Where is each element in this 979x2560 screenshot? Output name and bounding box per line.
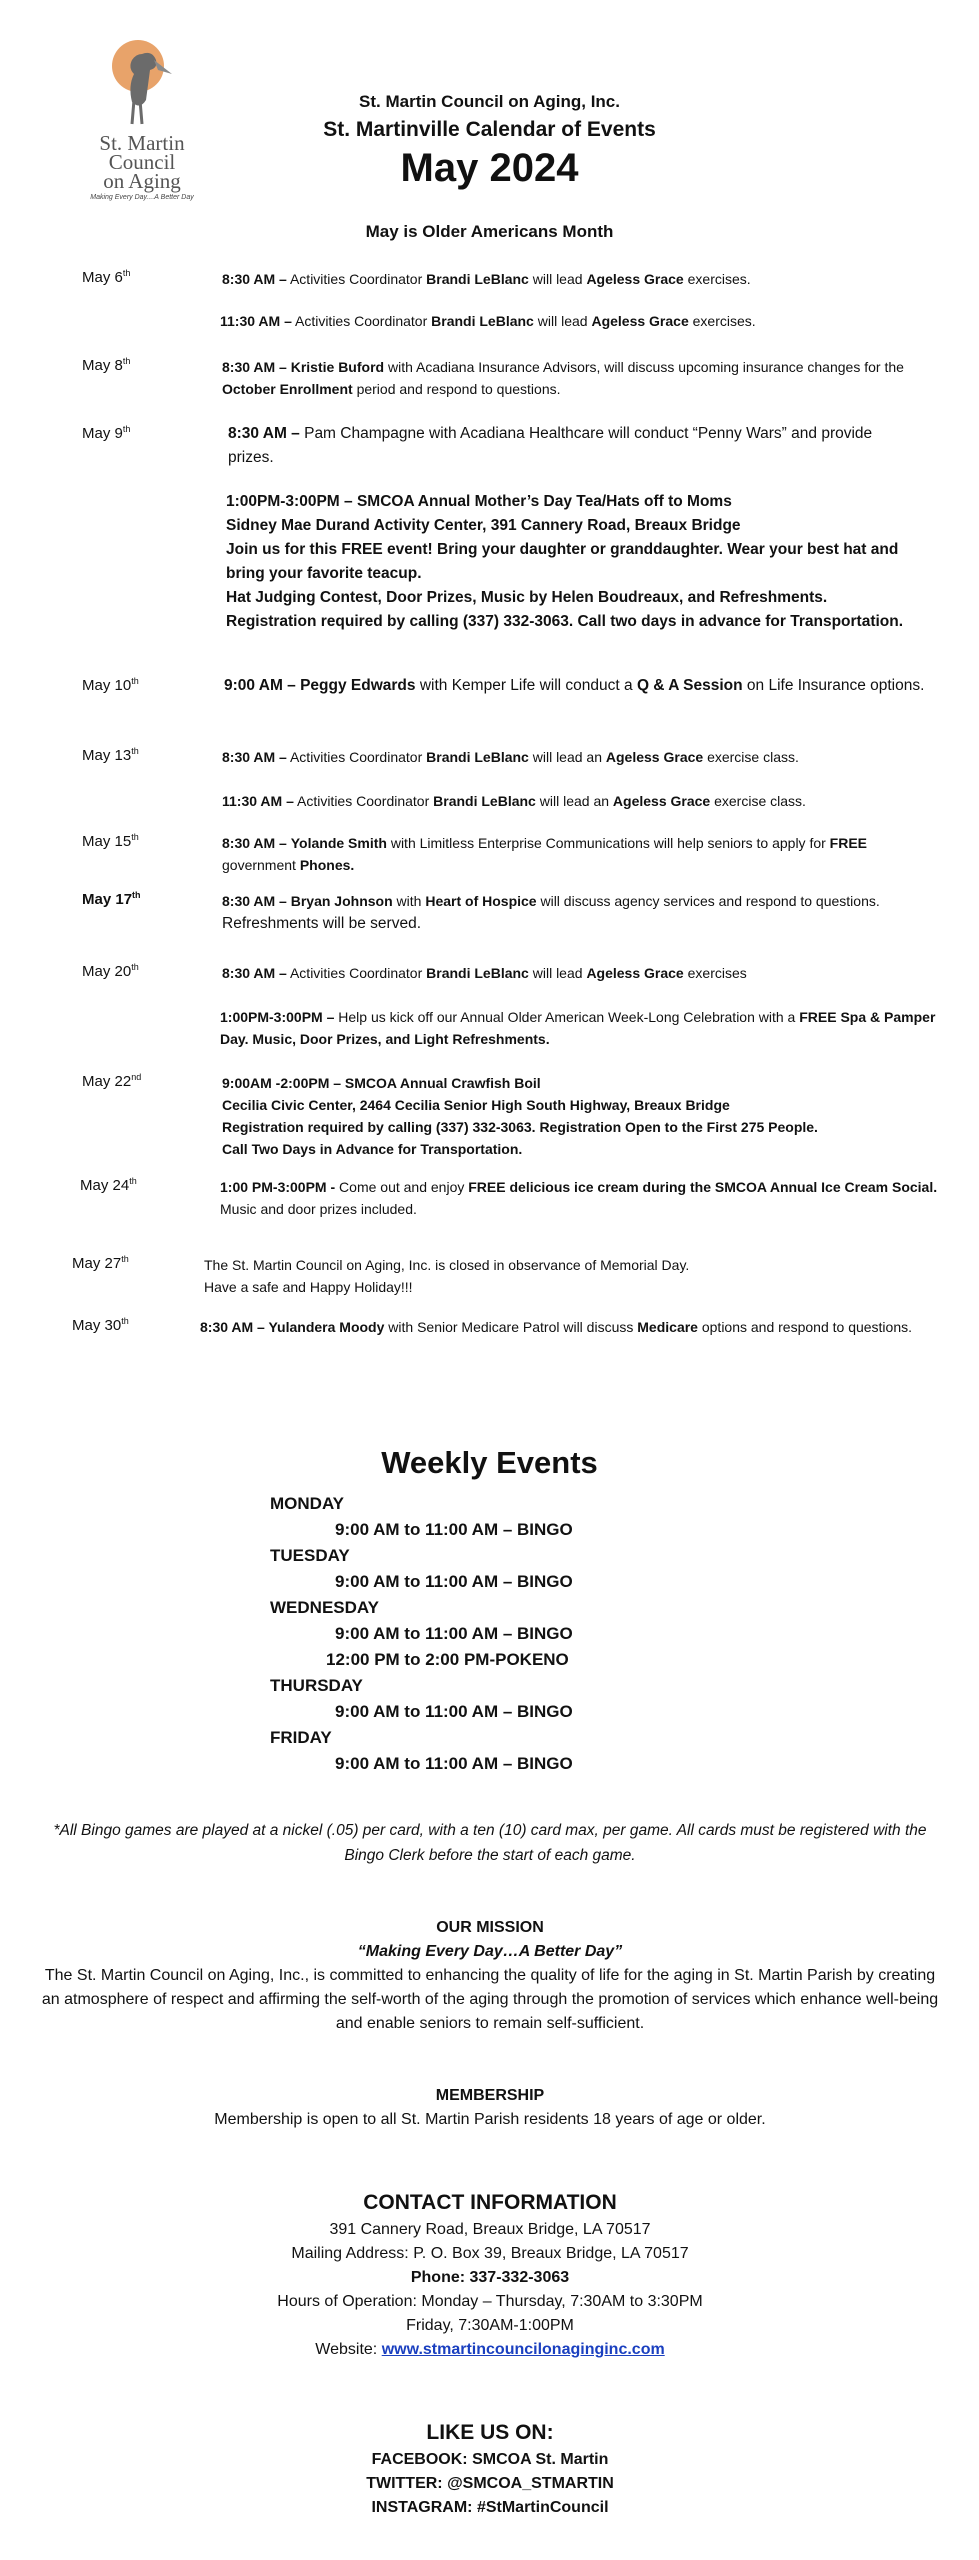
mission-title: OUR MISSION	[436, 1919, 544, 1936]
month-theme: May is Older Americans Month	[365, 222, 614, 241]
event-may-15-1: 8:30 AM – Yolande Smith with Limitless Enterprise Communications will help seniors to apply for FREE government Phones.	[222, 835, 868, 873]
bingo-rules-note: *All Bingo games are played at a nickel (.05) per card, with a ten (10) card max, per game. All cards must be registered with the Bingo Clerk before the start of each game.	[53, 1822, 927, 1864]
event-may-6-2: 11:30 AM – Activities Coordinator Brandi LeBlanc will lead Ageless Grace exercises.	[220, 313, 756, 329]
contact-address: 391 Cannery Road, Breaux Bridge, LA 70517	[329, 2221, 651, 2238]
contact-section	[40, 2188, 940, 2362]
calendar-title: St. Martinville Calendar of Events	[323, 118, 656, 141]
weekday-friday: FRIDAY	[270, 1728, 332, 1747]
date-may-20: May 20th	[82, 962, 139, 980]
date-may-10: May 10th	[82, 676, 139, 694]
event-may-24-1: 1:00 PM-3:00PM - Come out and enjoy FREE delicious ice cream during the SMCOA Annual Ice Cream Social. Music and door prizes included.	[220, 1179, 938, 1217]
weekday-thursday: THURSDAY	[270, 1676, 363, 1695]
date-may-24: May 24th	[80, 1176, 137, 1194]
event-may-27-1: The St. Martin Council on Aging, Inc. is closed in observance of Memorial Day. Have a safe and Happy Holiday!!!	[204, 1257, 690, 1295]
social-section	[40, 2418, 940, 2520]
event-may-6-1: 8:30 AM – Activities Coordinator Brandi LeBlanc will lead Ageless Grace exercises.	[222, 271, 751, 287]
event-may-9-1: 8:30 AM – Pam Champagne with Acadiana Healthcare will conduct “Penny Wars” and provide prizes.	[228, 425, 873, 466]
weekly-event-wednesday-1: 9:00 AM to 11:00 AM – BINGO	[335, 1624, 573, 1643]
organization-name: St. Martin Council on Aging, Inc.	[359, 92, 620, 111]
contact-hours-2: Friday, 7:30AM-1:00PM	[406, 2317, 574, 2334]
event-may-20-2: 1:00PM-3:00PM – Help us kick off our Annual Older American Week-Long Celebration with a FREE Spa & Pamper Day. Music, Door Prizes, and Light Refreshments.	[220, 1009, 936, 1047]
event-may-10-1: 9:00 AM – Peggy Edwards with Kemper Life will conduct a Q & A Session on Life Insurance options.	[224, 677, 925, 694]
event-may-13-1: 8:30 AM – Activities Coordinator Brandi LeBlanc will lead an Ageless Grace exercise class.	[222, 749, 799, 765]
logo-line-2: Council	[108, 150, 176, 174]
logo-tagline: Making Every Day....A Better Day	[90, 194, 194, 201]
website-link[interactable]: www.stmartincouncilonaginginc.com	[381, 2341, 665, 2358]
contact-phone: Phone: 337-332-3063	[410, 2269, 570, 2286]
social-instagram: INSTAGRAM: #StMartinCouncil	[371, 2499, 609, 2516]
membership-title: MEMBERSHIP	[435, 2087, 545, 2104]
date-may-8: May 8th	[82, 356, 131, 374]
date-may-30: May 30th	[72, 1316, 129, 1334]
mission-section	[40, 1916, 940, 2036]
membership-text: Membership is open to all St. Martin Parish residents 18 years of age or older.	[214, 2111, 766, 2128]
event-may-22-1: 9:00AM -2:00PM – SMCOA Annual Crawfish Boil Cecilia Civic Center, 2464 Cecilia Senior High South Highway, Breaux Bridge Registration required by calling (337) 332-3063. Registration Open to the First 275 People. Call Two Days in Advance for Transportation.	[222, 1075, 818, 1157]
mission-text: The St. Martin Council on Aging, Inc., is committed to enhancing the quality of life for the aging in St. Martin Parish by creating an atmosphere of respect and affirming the self-worth of the aging through the promotion of services which enhance well-being and enable seniors to remain self-sufficient.	[41, 1967, 939, 2032]
mission-motto: “Making Every Day…A Better Day”	[357, 1943, 623, 1960]
membership-section	[40, 2084, 940, 2132]
weekly-event-friday-1: 9:00 AM to 11:00 AM – BINGO	[335, 1754, 573, 1773]
event-may-9-2: 1:00PM-3:00PM – SMCOA Annual Mother’s Day Tea/Hats off to Moms Sidney Mae Durand Activity Center, 391 Cannery Road, Breaux Bridge Join us for this FREE event! Bring your daughter or granddaughter. Wear your best hat and bring your favorite teacup. Hat Judging Contest, Door Prizes, Music by Helen Boudreaux, and Refreshments. Registration required by calling (337) 332-3063. Call two days in advance for Transportation.	[226, 493, 904, 630]
date-may-9: May 9th	[82, 424, 131, 442]
date-may-6: May 6th	[82, 268, 131, 286]
logo-line-3: on Aging	[103, 169, 181, 193]
page-title: May 2024	[400, 146, 579, 190]
weekday-monday: MONDAY	[270, 1494, 344, 1513]
weekly-event-thursday-1: 9:00 AM to 11:00 AM – BINGO	[335, 1702, 573, 1721]
weekly-events-title: Weekly Events	[381, 1445, 598, 1480]
date-may-15: May 15th	[82, 832, 139, 850]
weekday-wednesday: WEDNESDAY	[270, 1598, 379, 1617]
contact-title: CONTACT INFORMATION	[363, 2191, 617, 2214]
event-may-17-1: 8:30 AM – Bryan Johnson with Heart of Hospice will discuss agency services and respond to questions. Refreshments will be served.	[222, 893, 880, 932]
date-may-13: May 13th	[82, 746, 139, 764]
contact-hours-1: Hours of Operation: Monday – Thursday, 7:30AM to 3:30PM	[277, 2293, 703, 2310]
contact-mailing: Mailing Address: P. O. Box 39, Breaux Bridge, LA 70517	[291, 2245, 689, 2262]
event-may-20-1: 8:30 AM – Activities Coordinator Brandi LeBlanc will lead Ageless Grace exercises	[222, 965, 747, 981]
date-may-17: May 17th	[82, 890, 141, 908]
weekly-event-tuesday-1: 9:00 AM to 11:00 AM – BINGO	[335, 1572, 573, 1591]
contact-website-row: Website: www.stmartincouncilonaginginc.com	[315, 2341, 665, 2358]
logo-line-1: St. Martin	[99, 131, 185, 155]
date-may-27: May 27th	[72, 1254, 129, 1272]
event-may-30-1: 8:30 AM – Yulandera Moody with Senior Medicare Patrol will discuss Medicare options and respond to questions.	[200, 1319, 913, 1335]
social-facebook: FACEBOOK: SMCOA St. Martin	[371, 2451, 609, 2468]
social-title: LIKE US ON:	[426, 2421, 554, 2444]
event-may-8-1: 8:30 AM – Kristie Buford with Acadiana Insurance Advisors, will discuss upcoming insurance changes for the October Enrollment period and respond to questions.	[222, 359, 904, 397]
weekly-event-wednesday-2: 12:00 PM to 2:00 PM-POKENO	[326, 1650, 569, 1669]
social-twitter: TWITTER: @SMCOA_STMARTIN	[366, 2475, 614, 2492]
event-may-13-2: 11:30 AM – Activities Coordinator Brandi LeBlanc will lead an Ageless Grace exercise class.	[222, 793, 806, 809]
weekday-tuesday: TUESDAY	[270, 1546, 350, 1565]
weekly-event-monday-1: 9:00 AM to 11:00 AM – BINGO	[335, 1520, 573, 1539]
date-may-22: May 22nd	[82, 1072, 142, 1090]
